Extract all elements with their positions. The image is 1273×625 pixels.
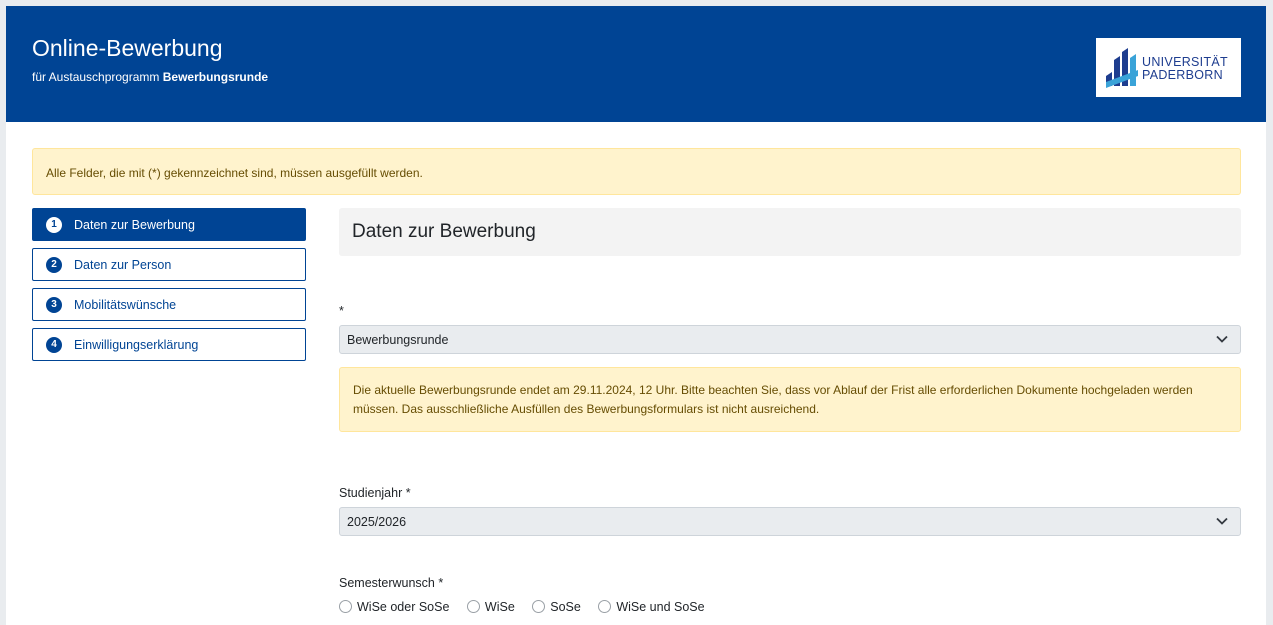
year-field-label: Studienjahr * (339, 486, 411, 500)
step-daten-zur-person[interactable] (32, 248, 306, 281)
round-select-value: Bewerbungsrunde (347, 333, 449, 347)
semester-field-label: Semesterwunsch * (339, 576, 444, 590)
step-label: Einwilligungserklärung (74, 338, 199, 352)
step-daten-zur-bewerbung[interactable] (32, 208, 306, 241)
section-title: Daten zur Bewerbung (339, 208, 1241, 256)
radio-label: WiSe oder SoSe (357, 600, 450, 614)
header (6, 6, 1266, 122)
step-label: Daten zur Person (74, 258, 172, 272)
round-deadline-notice: Die aktuelle Bewerbungsrunde endet am 29.11.2024, 12 Uhr. Bitte beachten Sie, dass vor Ablauf der Frist alle erforderlichen Dokumente hochgeladen werden müssen. Das ausschließliche Ausfüllen des Bewerbungsformulars ist nicht ausreichend. (339, 367, 1241, 432)
round-select[interactable] (339, 325, 1241, 354)
logo-line2: PADERBORN (1142, 68, 1223, 82)
radio-circle[interactable] (339, 600, 352, 613)
radio-circle[interactable] (532, 600, 545, 613)
page (6, 6, 1266, 625)
radio-sose[interactable] (532, 600, 581, 614)
step-einwilligungserklaerung[interactable] (32, 328, 306, 361)
chevron-down-icon (1216, 333, 1228, 345)
radio-label: WiSe (484, 600, 515, 614)
radio-label: SoSe (550, 600, 581, 614)
radio-wise[interactable] (467, 600, 515, 614)
step-label: Mobilitätswünsche (74, 298, 177, 312)
year-select-value: 2025/2026 (347, 515, 407, 529)
subtitle-prefix: für Austauschprogramm (32, 70, 160, 84)
university-logo[interactable] (1096, 38, 1241, 97)
logo-line1: UNIVERSITÄT (1142, 55, 1228, 69)
year-select[interactable] (339, 507, 1241, 536)
chevron-down-icon (1216, 515, 1228, 527)
radio-circle[interactable] (598, 600, 611, 613)
page-title: Online-Bewerbung (32, 35, 223, 61)
page-subtitle (32, 70, 268, 84)
step-number: 4 (46, 337, 62, 353)
subtitle-program: Bewerbungsrunde (162, 70, 269, 84)
step-mobilitaetswuensche[interactable] (32, 288, 306, 321)
semester-radio-group (339, 600, 719, 614)
step-number: 1 (46, 217, 62, 233)
radio-wise-und-sose[interactable] (598, 600, 704, 614)
step-label: Daten zur Bewerbung (74, 218, 195, 232)
step-number: 3 (46, 297, 62, 313)
round-field-label: * (339, 304, 344, 318)
university-logo-icon (1104, 48, 1140, 88)
radio-wise-oder-sose[interactable] (339, 600, 449, 614)
radio-circle[interactable] (467, 600, 480, 613)
radio-label: WiSe und SoSe (616, 600, 705, 614)
step-number: 2 (46, 257, 62, 273)
required-fields-notice: Alle Felder, die mit (*) gekennzeichnet sind, müssen ausgefüllt werden. (32, 148, 1241, 195)
logo-text (1142, 56, 1228, 82)
